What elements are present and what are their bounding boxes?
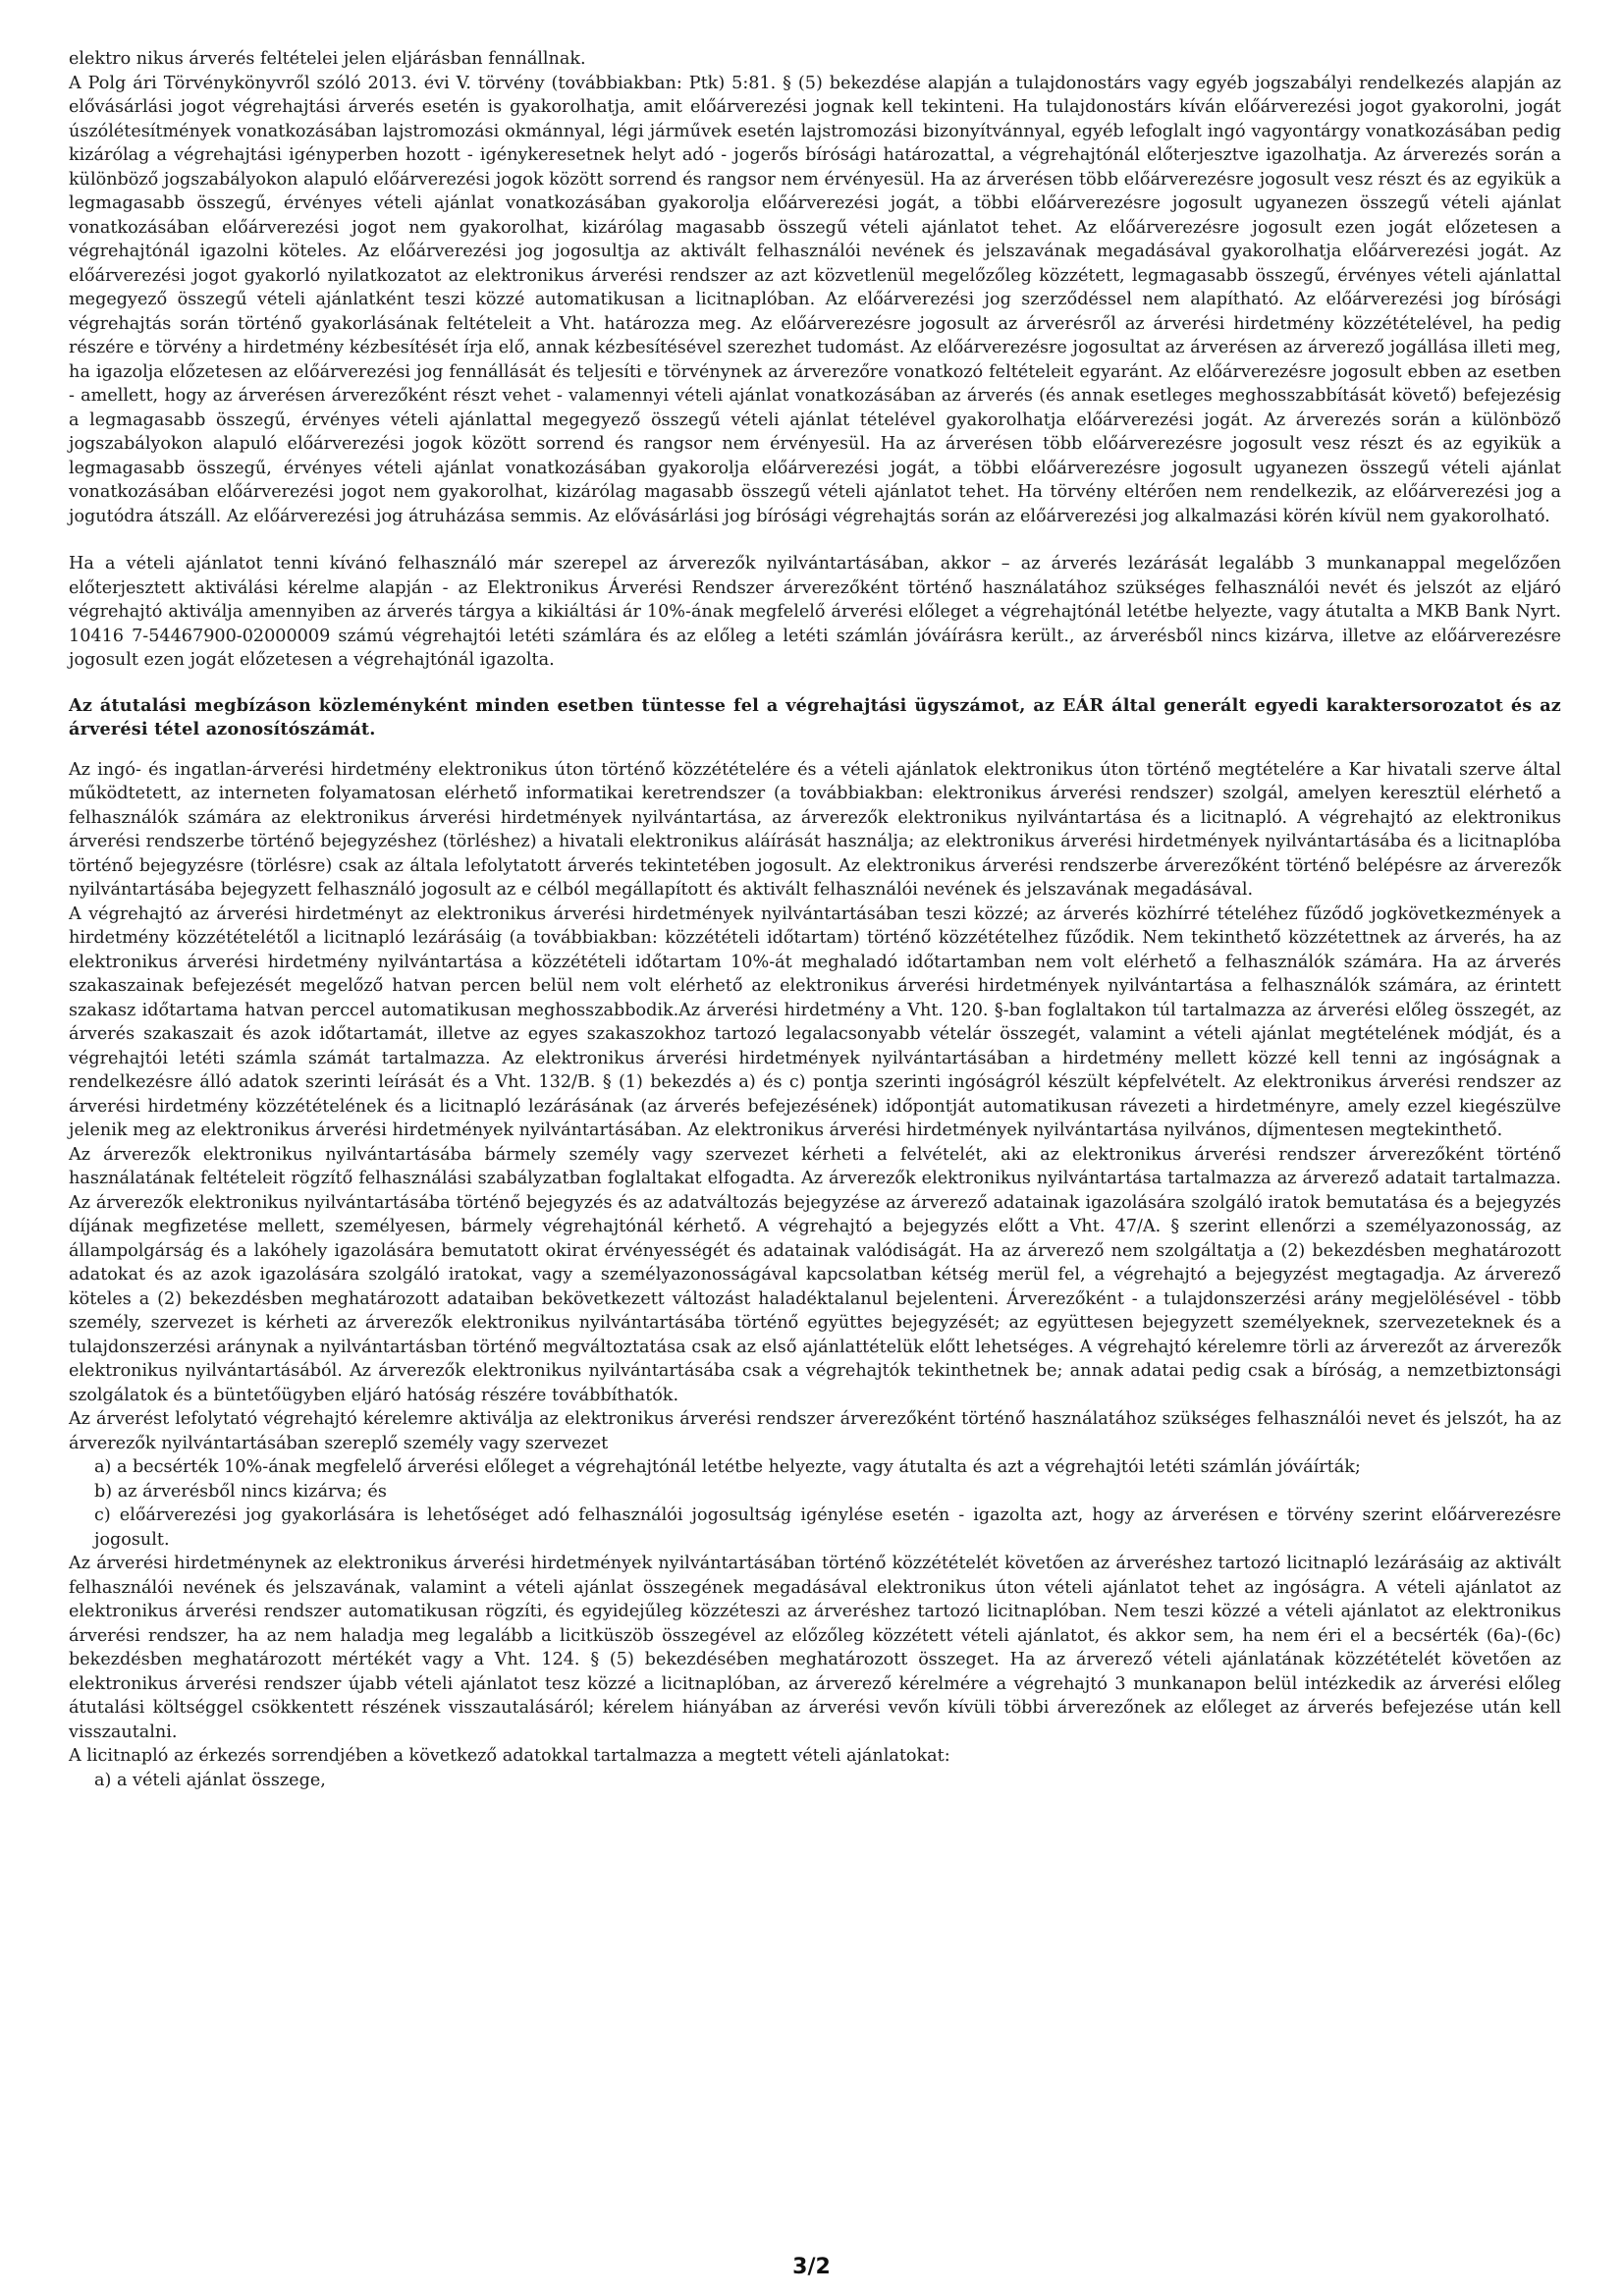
paragraph: elektro nikus árverés feltételei jelen eljárásban fennállnak. xyxy=(69,49,586,69)
paragraph: A licitnapló az érkezés sorrendjében a következő adatokkal tartalmazza a megtett vételi ajánlatokat: xyxy=(69,1746,950,1766)
paragraph: Az árverezők elektronikus nyilvántartásába bármely személy vagy szervezet kérheti a felvételét, aki az elektronikus árverési rendszer árverezőként történő használatának feltételeit rögzítő felhasználási szabályzatban foglaltakat elfogadta. Az árverezők elektronikus nyilvántartása tartalmazza az árverező adatait tartalmazza. Az árverezők elektronikus nyilvántartásába történő bejegyzés és az adatváltozás bejegyzése az árverező adatainak igazolására szolgáló iratok bemutatása és a bejegyzés díjának megfizetése mellett, személyesen, bármely végrehajtónál kérhető. A végrehajtó a bejegyzés előtt a Vht. 47/A. § szerint ellenőrzi a személyazonosság, az állampolgárság és a lakóhely igazolására bemutatott okirat érvényességét és adatainak valódiságát. Ha az árverező nem szolgáltatja a (2) bekezdésben meghatározott adatokat és az azok igazolására szolgáló iratokat, vagy a személyazonosságával kapcsolatban kétség merül fel, a végrehajtó a bejegyzést megtagadja. Az árverező köteles a (2) bekezdésben meghatározott adataiban bekövetkezett változást haladéktalanul bejelenteni. Árverezőként - a tulajdonszerzési arány megjelölésével - több személy, szervezet is kérheti az árverezők elektronikus nyilvántartásába történő együttes bejegyzését; az együttesen bejegyzett személyeknek, szervezeteknek és a tulajdonszerzési aránynak a nyilvántartásban történő megváltoztatása csak az első ajánlattételük előtt lehetséges. A végrehajtó kérelemre törli az árverezőt az árverezők elektronikus nyilvántartásából. Az árverezők elektronikus nyilvántartásába csak a végrehajtók tekinthetnek be; annak adatai pedig csak a bíróság, a nemzetbiztonsági szolgálatok és a büntetőügyben eljáró hatóság részére továbbíthatók. xyxy=(69,1144,1561,1405)
list-item: a) a vételi ajánlat összege, xyxy=(94,1770,326,1790)
bold-notice: Az átutalási megbízáson közleményként minden esetben tüntesse fel a végrehajtási ügyszámot, az EÁR által generált egyedi karaktersorozatot és az árverési tétel azonosítószámát. xyxy=(69,694,1561,739)
paragraph: A Polg ári Törvénykönyvről szóló 2013. évi V. törvény (továbbiakban: Ptk) 5:81. § (5) bekezdése alapján a tulajdonostárs vagy egyéb jogszabályi rendelkezés alapján az elővásárlási jogot végrehajtási árverés esetén is gyakorolhatja, amit előárverezési jognak kell tekinteni. Ha tulajdonostárs kíván előárverezési jogot gyakorolni, jogát úszólétesítmények vonatkozásában lajstromozási okmánnyal, légi járművek esetén lajstromozási bizonyítvánnyal, egyéb lefoglalt ingó vagyontárgy vonatkozásában pedig kizárólag a végrehajtási igényperben hozott - igénykeresetnek helyt adó - jogerős bírósági határozattal, a végrehajtónál előterjesztve igazolhatja. Az árverezés során a különböző jogszabályokon alapuló előárverezési jogok között sorrend és rangsor nem érvényesül. Ha az árverésen több előárverezésre jogosult vesz részt és az egyikük a legmagasabb összegű, érvényes vételi ajánlat vonatkozásában gyakorolja előárverezési jogát, a többi előárverezésre jogosult ugyanezen összegű vételi ajánlat vonatkozásában előárverezési jogot nem gyakorolhat, kizárólag magasabb összegű vételi ajánlatot tehet. Az előárverezésre jogosult ezen jogát előzetesen a végrehajtónál igazolni köteles. Az előárverezési jog jogosultja az aktivált felhasználói nevének és jelszavának megadásával gyakorolhatja előárverezési jogát. Az előárverezési jogot gyakorló nyilatkozatot az elektronikus árverési rendszer az azt közvetlenül megelőzőleg közzétett, legmagasabb összegű, érvényes vételi ajánlattal megegyező összegű vételi ajánlatként teszi közzé automatikusan a licitnaplóban. Az előárverezési jog szerződéssel nem alapítható. Az előárverezési jog bírósági végrehajtás során történő gyakorlásának feltételeit a Vht. határozza meg. Az előárverezésre jogosult az árverésről az árverési hirdetmény közzétételével, ha pedig részére e törvény a hirdetmény kézbesítését írja elő, annak kézbesítésével szerezhet tudomást. Az előárverezésre jogosultat az árverésen az árverező jogállása illeti meg, ha igazolja előzetesen az előárverezési jog fennállását és teljesíti e törvénynek az árverezőre vonatkozó feltételeit egyaránt. Az előárverezésre jogosult ebben az esetben - amellett, hogy az árverésen árverezőként részt vehet - valamennyi vételi ajánlat vonatkozásában az árverés (és annak esetleges meghosszabbítását követő) befejezésig a legmagasabb összegű, érvényes vételi ajánlattal megegyező összegű vételi ajánlat tételével gyakorolhatja előárverezési jogát. Az árverezés során a különböző jogszabályokon alapuló előárverezési jogok között sorrend és rangsor nem érvényesül. Ha az árverésen több előárverezésre jogosult vesz részt és az egyikük a legmagasabb összegű, érvényes vételi ajánlat vonatkozásában gyakorolja előárverezési jogát, a többi előárverezésre jogosult ugyanezen összegű vételi ajánlat vonatkozásában előárverezési jogot nem gyakorolhat, kizárólag magasabb összegű vételi ajánlatot tehet. Ha törvény eltérően nem rendelkezik, az előárverezési jog a jogutódra átszáll. Az előárverezési jog átruházása semmis. Az elővásárlási jog bírósági végrehajtás során az előárverezési jog alkalmazási körén kívül nem gyakorolható. xyxy=(69,73,1561,526)
paragraph: A végrehajtó az árverési hirdetményt az elektronikus árverési hirdetmények nyilvántartásában teszi közzé; az árverés közhírré tételéhez fűződő jogkövetkezmények a hirdetmény közzétételétől a licitnapló lezárásáig (a továbbiakban: közzétételi időtartam) történő közzétételhez fűződik. Nem tekinthető közzétettnek az árverés, ha az elektronikus árverési hirdetmény nyilvántartása a közzétételi időtartam 10%-át meghaladó időtartamban nem volt elérhető a felhasználók számára. Ha az árverés szakaszainak befejezését megelőző hatvan percen belül nem volt elérhető az elektronikus árverési hirdetmények nyilvántartása a felhasználók számára, az érintett szakasz időtartama hatvan perccel automatikusan meghosszabbodik.Az árverési hirdetmény a Vht. 120. §-ban foglaltakon túl tartalmazza az árverési előleg összegét, az árverés szakaszait és azok időtartamát, illetve az egyes szakaszokhoz tartozó legalacsonyabb vételár összegét, valamint a vételi ajánlat megtételének módját, és a végrehajtói letéti számla számát tartalmazza. Az elektronikus árverési hirdetmények nyilvántartásában a hirdetmény mellett közzé kell tenni az ingóságnak a rendelkezésre álló adatok szerinti leírását és a Vht. 132/B. § (1) bekezdés a) és c) pontja szerinti ingóságról készült képfelvételt. Az elektronikus árverési rendszer az árverési hirdetmény közzétételének és a licitnapló lezárásának (az árverés befejezésének) időpontját automatikusan rávezeti a hirdetményre, amely ezzel kiegészülve jelenik meg az elektronikus árverési hirdetmények nyilvántartásában. Az elektronikus árverési hirdetmények nyilvántartása nyilvános, díjmentesen megtekinthető. xyxy=(69,903,1561,1140)
list-item: c) előárverezési jog gyakorlására is lehetőséget adó felhasználói jogosultság igénylése esetén - igazolta azt, hogy az árverésen e törvény szerint előárverezésre jogosult. xyxy=(94,1505,1561,1550)
paragraph: Az árverést lefolytató végrehajtó kérelemre aktiválja az elektronikus árverési rendszer árverezőként történő használatához szükséges felhasználói nevet és jelszót, ha az árverezők nyilvántartásában szereplő személy vagy szervezet xyxy=(69,1409,1561,1453)
paragraph: Az árverési hirdetménynek az elektronikus árverési hirdetmények nyilvántartásában történő közzétételét követően az árveréshez tartozó licitnapló lezárásáig az aktivált felhasználói nevének és jelszavának, valamint a vételi ajánlat összegének megadásával elektronikus úton vételi ajánlatot tehet az ingóságra. A vételi ajánlatot az elektronikus árverési rendszer automatikusan rögzíti, és egyidejűleg közzéteszi az árveréshez tartozó licitnaplóban. Nem teszi közzé a vételi ajánlatot az elektronikus árverési rendszer, ha az nem haladja meg legalább a licitküszöb összegével az előzőleg közzétett vételi ajánlatot, és akkor sem, ha nem éri el a becsérték (6a)-(6c) bekezdésben meghatározott mértékét vagy a Vht. 124. § (5) bekezdésében meghatározott összeget. Ha az árverező vételi ajánlatának közzétételét követően az elektronikus árverési rendszer újabb vételi ajánlatot tesz közzé a licitnaplóban, az árverező kérelmére a végrehajtó 3 munkanapon belül intézkedik az árverési előleg átutalási költséggel csökkentett részének visszautalásáról; kérelem hiányában az árverési vevőn kívüli többi árverezőnek az előleget az árverés befejezése után kell visszautalni. xyxy=(69,1554,1561,1742)
list-item: b) az árverésből nincs kizárva; és xyxy=(94,1481,387,1502)
document-body xyxy=(69,47,1561,1792)
list-item: a) a becsérték 10%-ának megfelelő árverési előleget a végrehajtónál letétbe helyezte, vagy átutalta és azt a végrehajtói letéti számlán jóváírták; xyxy=(94,1457,1361,1477)
paragraph: Ha a vételi ajánlatot tenni kívánó felhasználó már szerepel az árverezők nyilvántartásában, akkor – az árverés lezárását legalább 3 munkanappal megelőzően előterjesztett aktiválási kérelme alapján - az Elektronikus Árverési Rendszer árverezőként történő használatához szükséges felhasználói nevét és jelszót az eljáró végrehajtó aktiválja amennyiben az árverés tárgya a kikiáltási ár 10%-ának megfelelő árverési előleget a végrehajtónál letétbe helyezte, vagy átutalta a MKB Bank Nyrt. 10416 7-54467900-02000009 számú végrehajtói letéti számlára és az előleg a letéti számlán jóváírásra került., az árverésből nincs kizárva, illetve az előárverezésre jogosult ezen jogát előzetesen a végrehajtónál igazolta. xyxy=(69,554,1561,670)
paragraph: Az ingó- és ingatlan-árverési hirdetmény elektronikus úton történő közzétételére és a vételi ajánlatok elektronikus úton történő megtételére a Kar hivatali szerve által működtetett, az interneten folyamatosan elérhető informatikai keretrendszer (a továbbiakban: elektronikus árverési rendszer) szolgál, amelyen keresztül elérhető a felhasználók számára az elektronikus árverési hirdetmények nyilvántartása, az árverezők elektronikus nyilvántartása és a licitnapló. A végrehajtó az elektronikus árverési rendszerbe történő bejegyzéshez (törléshez) a hivatali elektronikus aláírását használja; az elektronikus árverési hirdetmények nyilvántartásába és a licitnaplóba történő bejegyzésre (törlésre) csak az általa lefolytatott árverés tekintetében jogosult. Az elektronikus árverési rendszerbe árverezőként történő belépésre az árverezők nyilvántartásába bejegyzett felhasználó jogosult az e célból megállapított és aktivált felhasználói nevének és jelszavának megadásával. xyxy=(69,759,1561,900)
page-number: 3/2 xyxy=(792,2255,831,2279)
